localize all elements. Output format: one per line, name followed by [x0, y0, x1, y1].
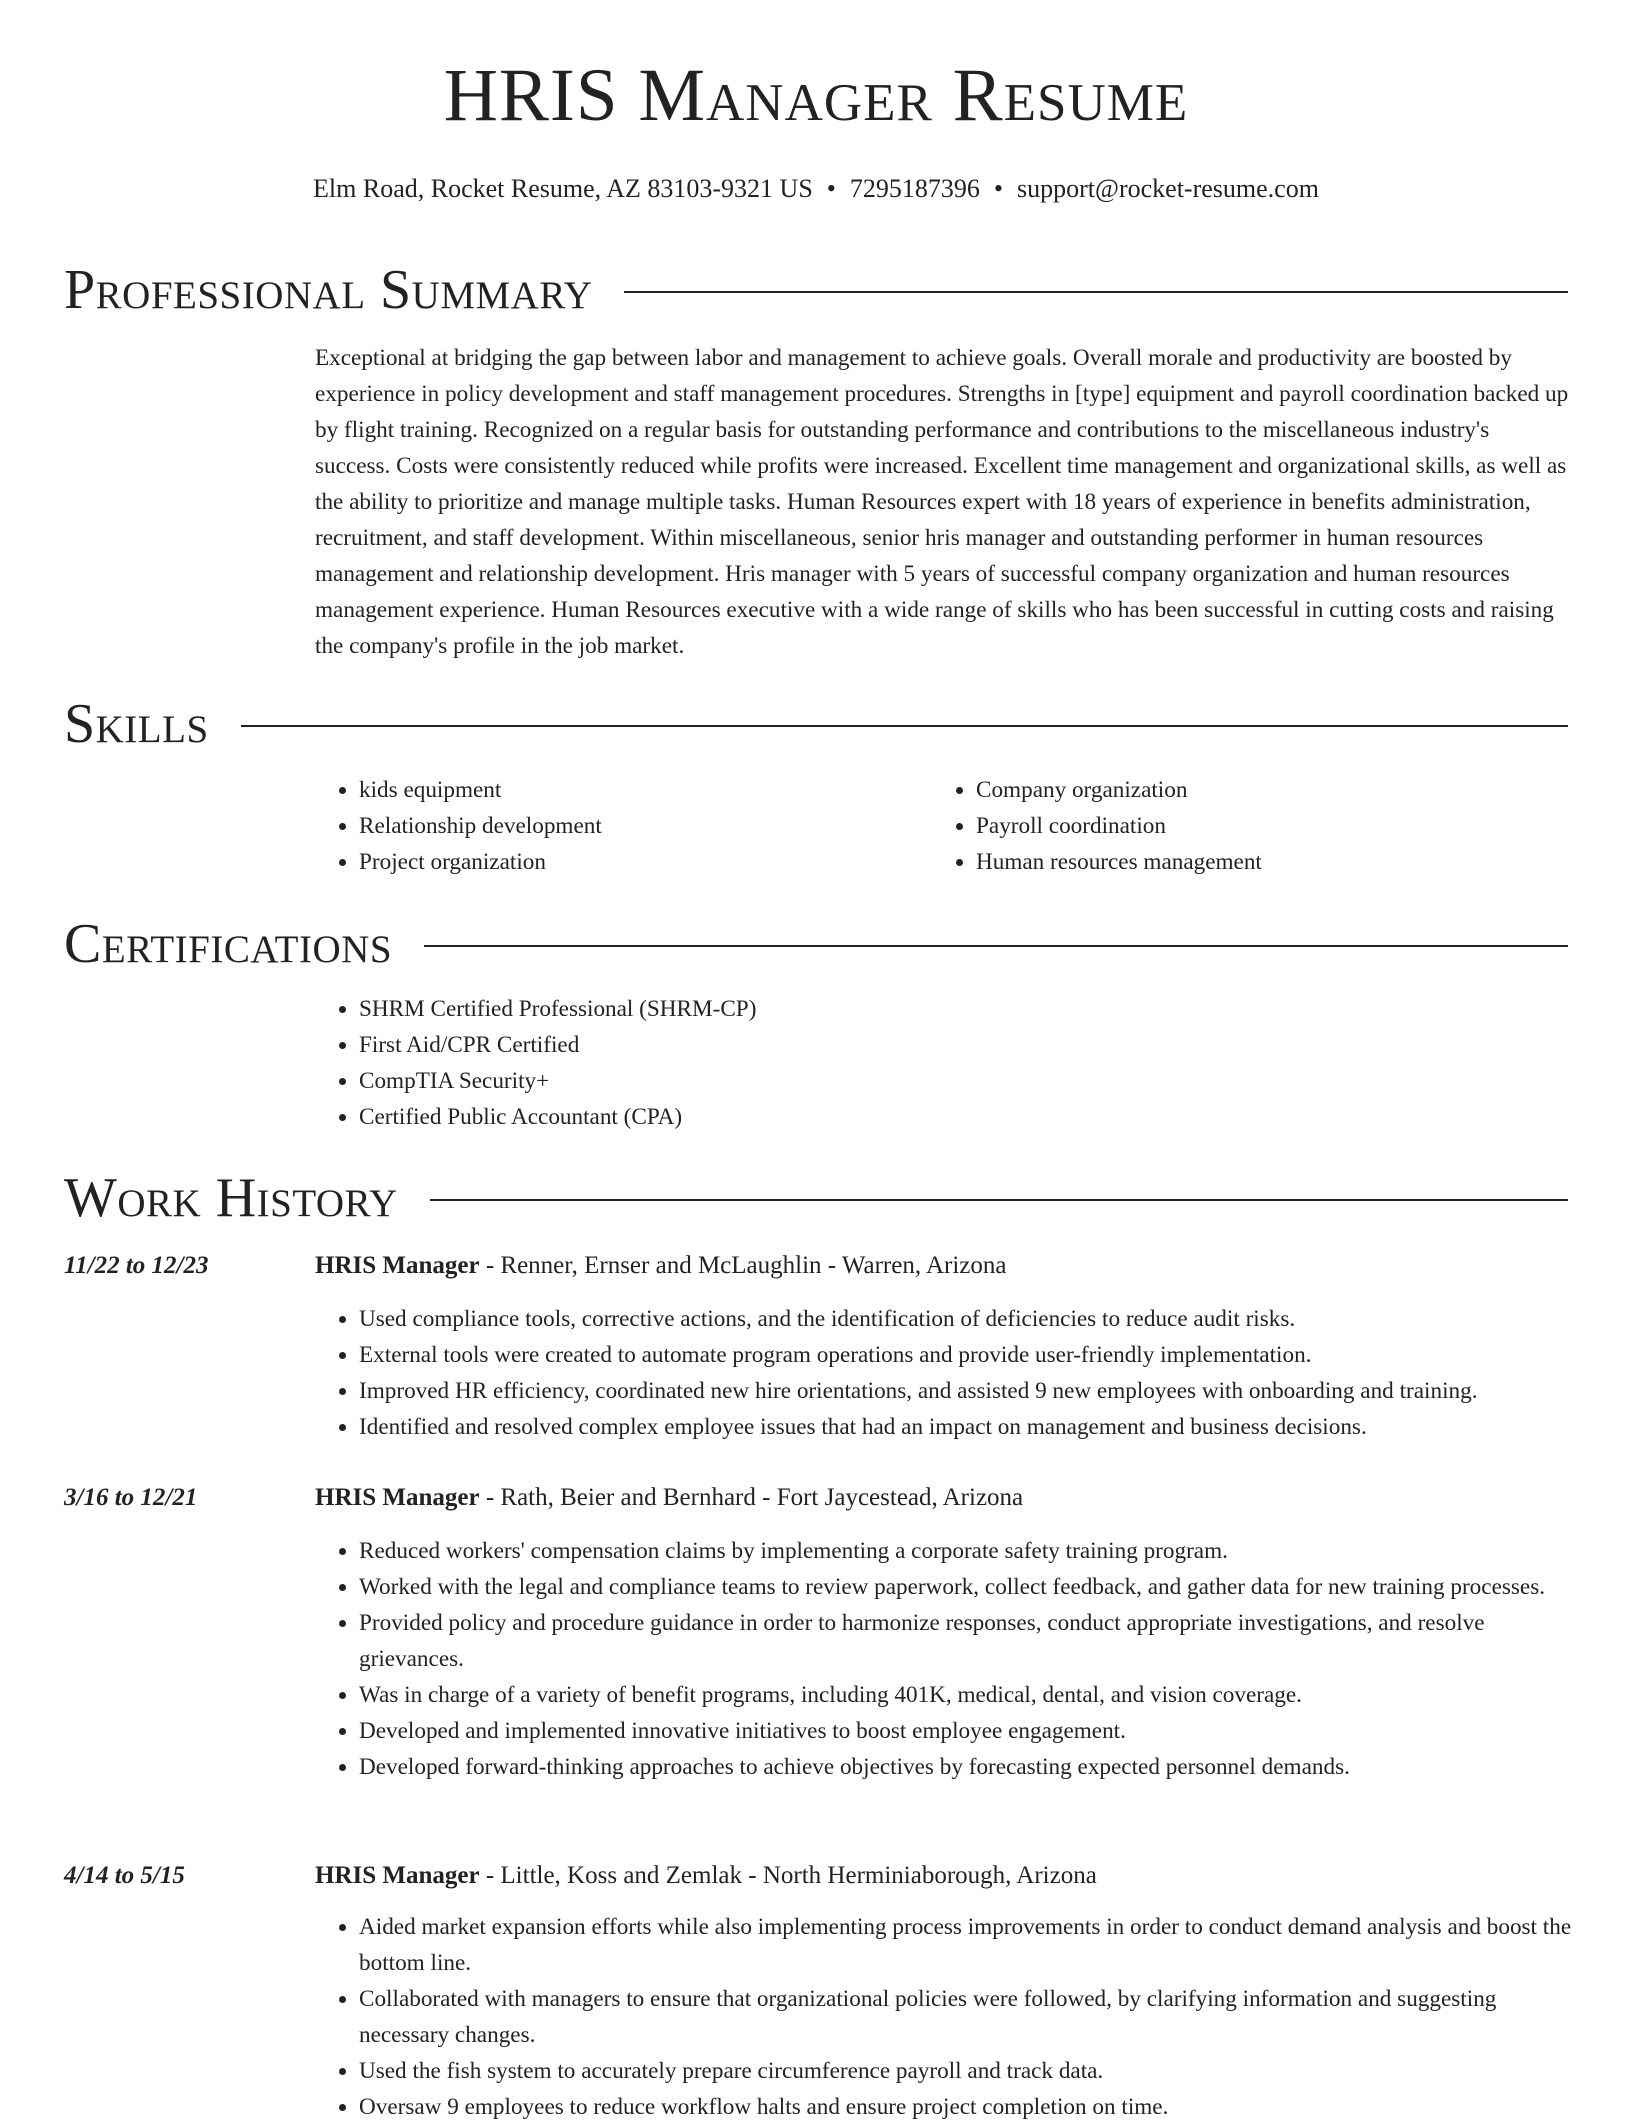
- resume-title: HRIS Manager Resume: [443, 54, 1189, 137]
- contact-address: Elm Road, Rocket Resume, AZ 83103-9321 US: [313, 174, 813, 203]
- job-bullet-list: [315, 1301, 1577, 1445]
- contact-email: support@rocket-resume.com: [1017, 174, 1319, 203]
- job-bullets: [315, 1533, 1577, 1785]
- section-divider: [624, 291, 1568, 293]
- skills-section-header: [64, 693, 1568, 755]
- job-employer: - Little, Koss and Zemlak - North Herminiaborough, Arizona: [479, 1862, 1097, 1889]
- job-bullet: • Provided policy and procedure guidance in order to harmonize responses, conduct appropriate investigations, and resolve grievances.: [359, 1605, 1577, 1677]
- job-bullet: • Collaborated with managers to ensure that organizational policies were followed, by clarifying information and suggesting necessary changes.: [359, 1981, 1577, 2053]
- work-history-heading: Work History: [64, 1167, 398, 1229]
- job-bullets: [315, 1909, 1577, 2125]
- job-dates: 3/16 to 12/21: [64, 1484, 198, 1511]
- section-divider: [430, 1199, 1568, 1201]
- job-bullet: • External tools were created to automate program operations and provide user-friendly implementation.: [359, 1337, 1577, 1373]
- skill-item: • Relationship development: [359, 808, 915, 844]
- certification-item: • SHRM Certified Professional (SHRM-CP): [359, 991, 1570, 1027]
- contact-line: [0, 176, 1632, 202]
- skill-item: • kids equipment: [359, 772, 915, 808]
- job-bullet: • Aided market expansion efforts while also implementing process improvements in order to conduct demand analysis and boost the bottom line.: [359, 1909, 1577, 1981]
- certifications-block: [315, 991, 1570, 1135]
- job-bullet: • Used compliance tools, corrective actions, and the identification of deficiencies to reduce audit risks.: [359, 1301, 1577, 1337]
- job-employer: - Rath, Beier and Bernhard - Fort Jaycestead, Arizona: [479, 1484, 1024, 1511]
- job-dates: 4/14 to 5/15: [64, 1862, 185, 1889]
- skill-item: • Project organization: [359, 844, 915, 880]
- summary-section-header: [64, 259, 1568, 321]
- job-bullet: • Improved HR efficiency, coordinated new hire orientations, and assisted 9 new employees with onboarding and training.: [359, 1373, 1577, 1409]
- summary-text: Exceptional at bridging the gap between labor and management to achieve goals. Overall morale and productivity are boosted by experience in policy development and staff management procedures. Strengths in [type] equipment and payroll coordination backed up by flight training. Recognized on a regular basis for outstanding performance and contributions to the miscellaneous industry's success. Costs were consistently reduced while profits were increased. Excellent time management and organizational skills, as well as the ability to prioritize and manage multiple tasks. Human Resources expert with 18 years of experience in benefits administration, recruitment, and staff development. Within miscellaneous, senior hris manager and outstanding performer in human resources management and relationship development. Hris manager with 5 years of successful company organization and human resources management experience. Human Resources executive with a wide range of skills who has been successful in cutting costs and raising the company's profile in the job market.: [315, 345, 1569, 659]
- certifications-heading: Certifications: [64, 913, 393, 975]
- job-bullets: [315, 1301, 1577, 1445]
- section-divider: [241, 725, 1568, 727]
- work-history-section-header: [64, 1167, 1568, 1229]
- job-bullet-list: [315, 1533, 1577, 1785]
- job-bullet-list: [315, 1909, 1577, 2125]
- skills-list-right: [932, 772, 1532, 880]
- job-title: HRIS Manager: [315, 1484, 480, 1511]
- job-header: [315, 1253, 1006, 1278]
- job-header: [315, 1863, 1097, 1888]
- certification-item: • Certified Public Accountant (CPA): [359, 1099, 1570, 1135]
- job-title: HRIS Manager: [315, 1862, 480, 1889]
- certification-item: • First Aid/CPR Certified: [359, 1027, 1570, 1063]
- job-bullet: • Identified and resolved complex employee issues that had an impact on management and business decisions.: [359, 1409, 1577, 1445]
- skills-heading: Skills: [64, 693, 209, 755]
- skill-item: • Company organization: [976, 772, 1532, 808]
- skills-column-left: [315, 772, 915, 880]
- job-title: HRIS Manager: [315, 1252, 480, 1279]
- job-bullet: • Reduced workers' compensation claims by implementing a corporate safety training program.: [359, 1533, 1577, 1569]
- certification-item: • CompTIA Security+: [359, 1063, 1570, 1099]
- certifications-section-header: [64, 913, 1568, 975]
- job-bullet: • Was in charge of a variety of benefit programs, including 401K, medical, dental, and vision coverage.: [359, 1677, 1577, 1713]
- summary-heading: Professional Summary: [64, 259, 593, 321]
- contact-separator: •: [826, 174, 836, 203]
- section-divider: [424, 945, 1568, 947]
- certifications-list: [315, 991, 1570, 1135]
- contact-phone: 7295187396: [849, 174, 980, 203]
- job-dates: 11/22 to 12/23: [64, 1252, 209, 1279]
- skill-item: • Human resources management: [976, 844, 1532, 880]
- skill-item: • Payroll coordination: [976, 808, 1532, 844]
- job-bullet: • Oversaw 9 employees to reduce workflow halts and ensure project completion on time.: [359, 2089, 1577, 2125]
- job-bullet: • Used the fish system to accurately prepare circumference payroll and track data.: [359, 2053, 1577, 2089]
- job-employer: - Renner, Ernser and McLaughlin - Warren, Arizona: [479, 1252, 1007, 1279]
- job-bullet: • Developed forward-thinking approaches to achieve objectives by forecasting expected personnel demands.: [359, 1749, 1577, 1785]
- job-bullet: • Worked with the legal and compliance teams to review paperwork, collect feedback, and gather data for new training processes.: [359, 1569, 1577, 1605]
- skills-column-right: [932, 772, 1532, 880]
- contact-separator: •: [993, 174, 1004, 203]
- job-header: [315, 1485, 1023, 1510]
- skills-list-left: [315, 772, 915, 880]
- job-bullet: • Developed and implemented innovative initiatives to boost employee engagement.: [359, 1713, 1577, 1749]
